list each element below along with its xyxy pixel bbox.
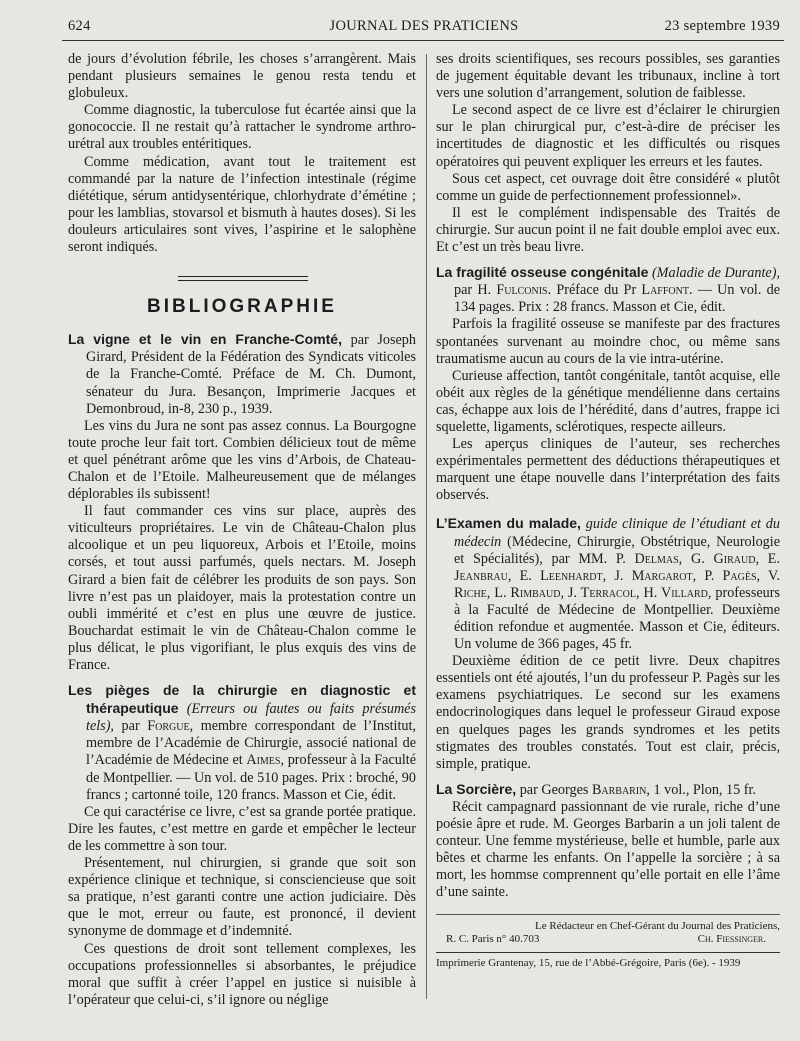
entry-title: La fragilité osseuse congénitale (436, 264, 649, 281)
bibliography-entry: Les pièges de la chirurgie en diagnostic et thérapeutique (Erreurs ou fautes ou faits présumés tels), par Forgue, membre correspondant de l’Institut, membre de l’Académie de Chirurgie, associé national de l’Académie de Médecine et Aimes, professeur à la Faculté de Montpellier. — Un vol. de 510 pages. Prix : broché, 90 francs ; cartonné toile, 120 francs. Masson et Cie, édit. (68, 682, 417, 803)
section-ornament (68, 270, 416, 294)
entry-author: Forgue, (147, 718, 194, 735)
column-divider (426, 54, 427, 999)
entry-title: La vigne et le vin en Franche-Comté, (68, 331, 342, 348)
left-column (68, 51, 416, 1009)
entry-author: Laffont. (641, 282, 693, 299)
issue-date: 23 septembre 1939 (664, 18, 780, 34)
bibliography-entry: L’Examen du malade, guide clinique de l’étudiant et du médecin (Médecine, Chirurgie, Obstétrique, Neurologie et Spécialités), par MM. P. Delmas, G. Giraud, E. Jeanbrau, E. Leenhardt, J. Margarot, P. Pagès, V. Riche, L. Rimbaud, J. Terracol, H. Villard, professeurs à la Faculté de Médecine de Montpellier. Deuxième édition refondue et augmentée. Masson et Cie, éditeurs. Un volume de 366 pages, 45 fr. (436, 515, 781, 653)
page-number: 624 (68, 18, 91, 34)
bibliography-entry: La Sorcière, par Georges Barbarin, 1 vol., Plon, 15 fr. (436, 780, 756, 798)
paragraph: Les vins du Jura ne sont pas assez connus. La Bourgogne toute proche leur fait tort. Combien délicieux tout de même et quel pénétrant arôme que les vins d’Arbois, de Chateau-Chalon et de l’Etoile. Malheureusement que de mélanges déplorables ils subissent! (68, 417, 416, 503)
entry-title: La Sorcière, (436, 780, 517, 797)
paragraph: Ces questions de droit sont tellement complexes, les occupations professionnelles si absorbantes, le préjudice moral que suffit à créer l’appel en justice si nuisible à l’opérateur que celui-ci, s’il ignore ou néglige (68, 940, 416, 1008)
paragraph: Curieuse affection, tantôt congénitale, tantôt acquise, elle obéit aux règles de la génétique mendélienne dans certains cas, échappe aux lois de l’hérédité, dans d’autres, frappe ici squelette, ligaments, sclérotiques, respecte ailleurs. (436, 367, 780, 435)
paragraph: Le second aspect de ce livre est d’éclairer le chirurgien sur le plan chirurgical pur, c’est-à-dire de préciser les incertitudes de diagnostic et les difficultés ou risques opératoires qui peuvent expliquer les erreurs et les fautes. (436, 102, 780, 170)
bibliography-entry (68, 331, 416, 417)
entry-subtitle: (Maladie de Durante), (651, 265, 781, 282)
paragraph: Comme diagnostic, la tuberculose fut écartée ainsi que la gonococcie. Il ne restait qu’à rattacher le syndrome arthro-urétral aux troubles entéritiques. (68, 102, 416, 153)
paragraph: Comme médication, avant tout le traitement est commandé par la nature de l’infection intestinale (régime diététique, sérum antidysentérique, chlorhydrate d’émétine ; pour les lamblias, stovarsol et bismuth à hautes doses). Si les douleurs articulaires sont vives, l’aspirine et le salophène seront indiqués. (68, 153, 416, 256)
paragraph: Ce qui caractérise ce livre, c’est sa grande portée pratique. Dire les fautes, c’est mettre en garde et empêcher le lecteur de les commettre à son tour. (68, 803, 416, 854)
header-rule (62, 40, 784, 41)
paragraph: Il faut commander ces vins sur place, auprès des viticulteurs propriétaires. Le vin de Château-Chalon plus alcoolique et un peu liquoreux, Arbois et l’Etoile, moins corsés, et tout aussi parfumés, quels nectars. M. Joseph Girard a bien fait de célébrer les produits de son pays. Son livre n’est pas un plaidoyer, mais la protestation contre un oubli immérité et c’est en plus une œuvre de justice. Bouchardat estimait le vin de Château-Chalon comme le plus délicat, le plus vigorifiant, le plus exquis des vins de France. (68, 503, 416, 673)
page-footer (436, 914, 780, 970)
entry-author: Fulconis. (496, 282, 552, 299)
footer-registration: R. C. Paris n° 40.703 (446, 932, 540, 945)
paragraph: de jours d’évolution fébrile, les choses s’arrangèrent. Mais pendant plusieurs semaines le genou resta tendu et globuleux. (68, 51, 416, 102)
journal-title: JOURNAL DES PRATICIENS (329, 18, 519, 34)
entry-title: L’Examen du malade, (436, 515, 581, 532)
paragraph: ses droits scientifiques, ses recours possibles, ses garanties de jugement équitable devant les tribunaux, incline à tort vers une solution d’arrangement, solution de faiblesse. (436, 51, 780, 102)
footer-editor-name: Ch. Fiessinger. (697, 932, 766, 945)
paragraph: Il est le complément indispensable des Traités de chirurgie. Sur aucun point il ne fait double emploi avec eux. Et c’est un très beau livre. (436, 204, 780, 256)
entry-subtitle: guide clinique de l’étudiant et du médecin (454, 516, 780, 550)
paragraph: Présentement, nul chirurgien, si grande que soit son expérience clinique et technique, si consciencieuse que soit sa pratique, n’est garanti contre une action judiciaire. Dès que le mot, erreur ou faute, est prononcé, il devient synonyme de dommage et d’indemnité. (68, 855, 416, 940)
entry-author: Barbarin, (591, 781, 650, 798)
footer-editor-line: Le Rédacteur en Chef-Gérant du Journal des Praticiens, (535, 919, 780, 932)
entry-author: P. Delmas, G. Giraud, E. Jeanbrau, E. Leenhardt, J. Margarot, P. Pagès, V. Riche, L. Rimbaud, J. Terracol, H. Villard, (454, 550, 780, 601)
entry-title: Les pièges de la chirurgie en diagnostic et thérapeutique (68, 682, 416, 717)
paragraph: Sous cet aspect, cet ouvrage doit être considéré « plutôt comme un guide de perfectionnement professionnel». (436, 170, 780, 204)
entry-author: Aimes, (246, 752, 285, 769)
bibliography-entry: La fragilité osseuse congénitale (Maladie de Durante), par H. Fulconis. Préface du Pr Laffont. — Un vol. de 134 pages. Prix : 28 francs. Masson et Cie, édit. (436, 264, 781, 316)
entry-citation: par Joseph Girard, Président de la Fédération des Syndicats viticoles de la Franche-Comté. Préface de M. Ch. Dumont, sénateur du Jura. Besançon, Imprimerie Jacques et Demonbroud, in-8, 230 p., 1939. (86, 332, 416, 417)
paragraph: Récit campagnard passionnant de vie rurale, riche d’une poésie âpre et rude. M. Georges Barbarin a un joli talent de conteur. Une femme mystérieuse, belle et humble, parle aux bêtes et charme les enfants. On l’appelle la sorcière ; à sa mort, les hommse comprennent qu’elle portait en elle l’âme d’une sainte. (436, 798, 780, 901)
page-header (68, 14, 780, 36)
section-title: BIBLIOGRAPHIE (147, 296, 337, 318)
paragraph: Les aperçus cliniques de l’auteur, ses recherches expérimentales permettent des déductions thérapeutiques et marquent une étape nouvelle dans l’interprétation des faits observés. (436, 436, 780, 504)
paragraph: Deuxième édition de ce petit livre. Deux chapitres essentiels ont été ajoutés, l’un du professeur P. Pagès sur les examens psychiatriques. Le second sur les examens endocrinologiques dans lequel le professeur Giraud expose en quelques pages les grands syndromes et les petits stigmates des troubles constatés. Tout est clair, précis, simple, pratique. (436, 653, 780, 772)
footer-printer: Imprimerie Grantenay, 15, rue de l’Abbé-Grégoire, Paris (6e). - 1939 (436, 952, 780, 970)
entry-subtitle: (Erreurs ou fautes ou faits présumés tels), (86, 701, 417, 735)
right-column (436, 51, 780, 970)
paragraph: Parfois la fragilité osseuse se manifeste par des fractures spontanées survenant au moindre choc, ou même sans traumatisme aucun au cours de la vie intra-utérine. (436, 316, 780, 367)
